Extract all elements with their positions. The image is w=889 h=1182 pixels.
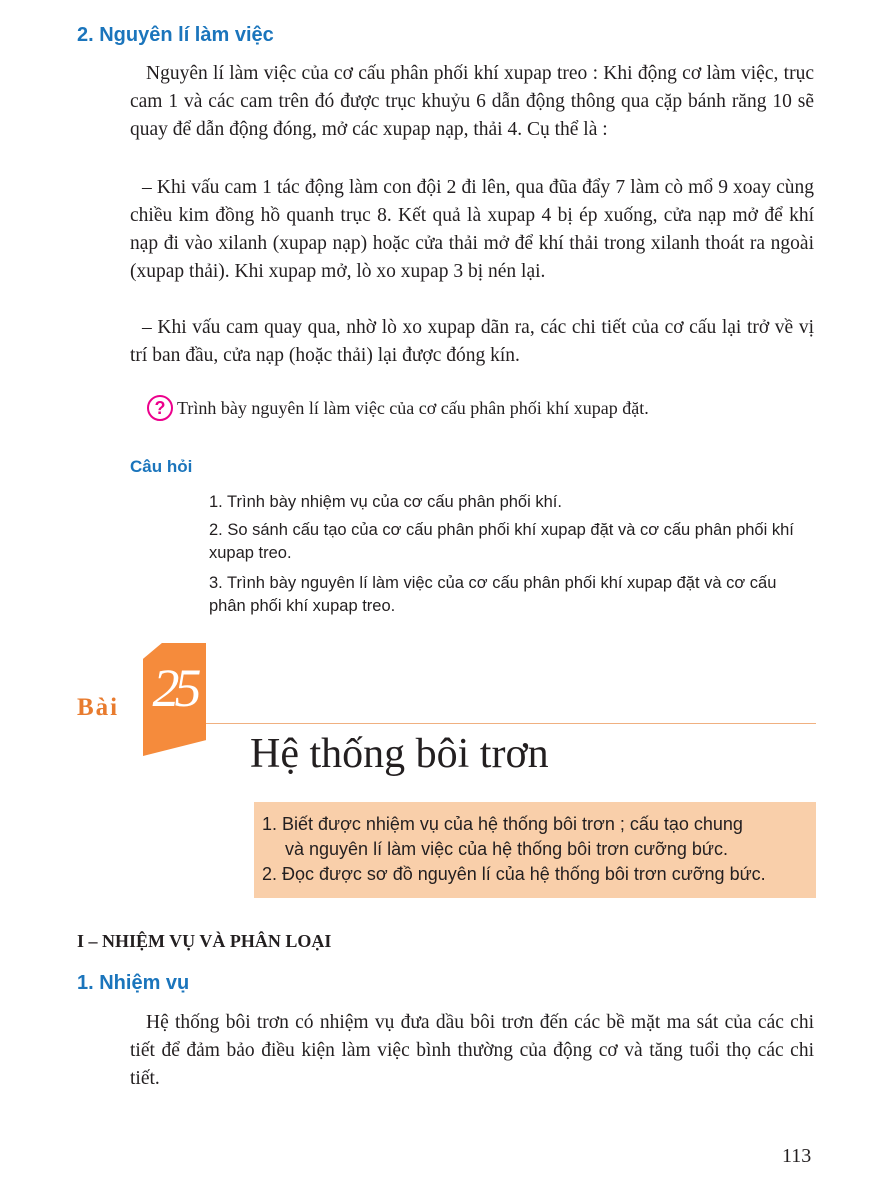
review-question-3: 3. Trình bày nguyên lí làm việc của cơ cấu phân phối khí xupap đặt và cơ cấu phân phối khí xupap treo. xyxy=(209,574,777,615)
page-number: 113 xyxy=(782,1145,812,1167)
section-heading-nguyen-li: 2. Nguyên lí làm việc xyxy=(77,24,274,46)
paragraph-step-1: – Khi vấu cam 1 tác động làm con đội 2 đi lên, qua đũa đẩy 7 làm cò mổ 9 xoay cùng chiều kim đồng hồ quanh trục 8. Kết quả là xupap 4 bị ép xuống, cửa nạp mở để khí nạp đi vào xilanh (xupap nạp) hoặc cửa thải mở để khí thải trong xilanh thoát ra ngoài (xupap thải). Khi xupap mở, lò xo xupap 3 bị nén lại. xyxy=(130,177,814,282)
objective-2: 2. Đọc được sơ đồ nguyên lí của hệ thống bôi trơn cưỡng bức. xyxy=(262,864,766,884)
title-divider xyxy=(206,723,816,724)
lesson-title: Hệ thống bôi trơn xyxy=(250,731,549,777)
review-question-1: 1. Trình bày nhiệm vụ của cơ cấu phân phối khí. xyxy=(209,493,562,511)
lesson-label: Bài xyxy=(77,694,120,721)
objectives-box xyxy=(254,802,816,898)
lesson-number: 25 xyxy=(152,658,197,718)
objective-1-line-1: 1. Biết được nhiệm vụ của hệ thống bôi trơn ; cấu tạo chung xyxy=(262,814,743,834)
subsection-heading-nhiem-vu: 1. Nhiệm vụ xyxy=(77,972,190,994)
paragraph-step-2: – Khi vấu cam quay qua, nhờ lò xo xupap dãn ra, các chi tiết của cơ cấu lại trở về vị trí ban đầu, cửa nạp (hoặc thải) lại được đóng kín. xyxy=(130,317,814,366)
section-heading-nhiem-vu-phan-loai: I – NHIỆM VỤ VÀ PHÂN LOẠI xyxy=(77,931,332,951)
review-question-2: 2. So sánh cấu tạo của cơ cấu phân phối khí xupap đặt và cơ cấu phân phối khí xupap treo. xyxy=(209,521,794,562)
question-prompt xyxy=(147,395,649,421)
review-questions-heading: Câu hỏi xyxy=(130,457,193,476)
question-mark-icon: ? xyxy=(147,395,173,421)
paragraph-intro: Nguyên lí làm việc của cơ cấu phân phối khí xupap treo : Khi động cơ làm việc, trục cam 1 và các cam trên đó được trục khuỷu 6 dẫn động thông qua cặp bánh răng 10 sẽ quay để dẫn động đóng, mở các xupap nạp, thải 4. Cụ thể là : xyxy=(130,63,814,140)
question-prompt-text: Trình bày nguyên lí làm việc của cơ cấu phân phối khí xupap đặt. xyxy=(177,397,649,418)
objective-1-line-2: và nguyên lí làm việc của hệ thống bôi trơn cưỡng bức. xyxy=(285,839,728,859)
paragraph-nhiem-vu: Hệ thống bôi trơn có nhiệm vụ đưa dầu bôi trơn đến các bề mặt ma sát của các chi tiết để đảm bảo điều kiện làm việc bình thường của động cơ và tăng tuổi thọ các chi tiết. xyxy=(130,1012,814,1089)
